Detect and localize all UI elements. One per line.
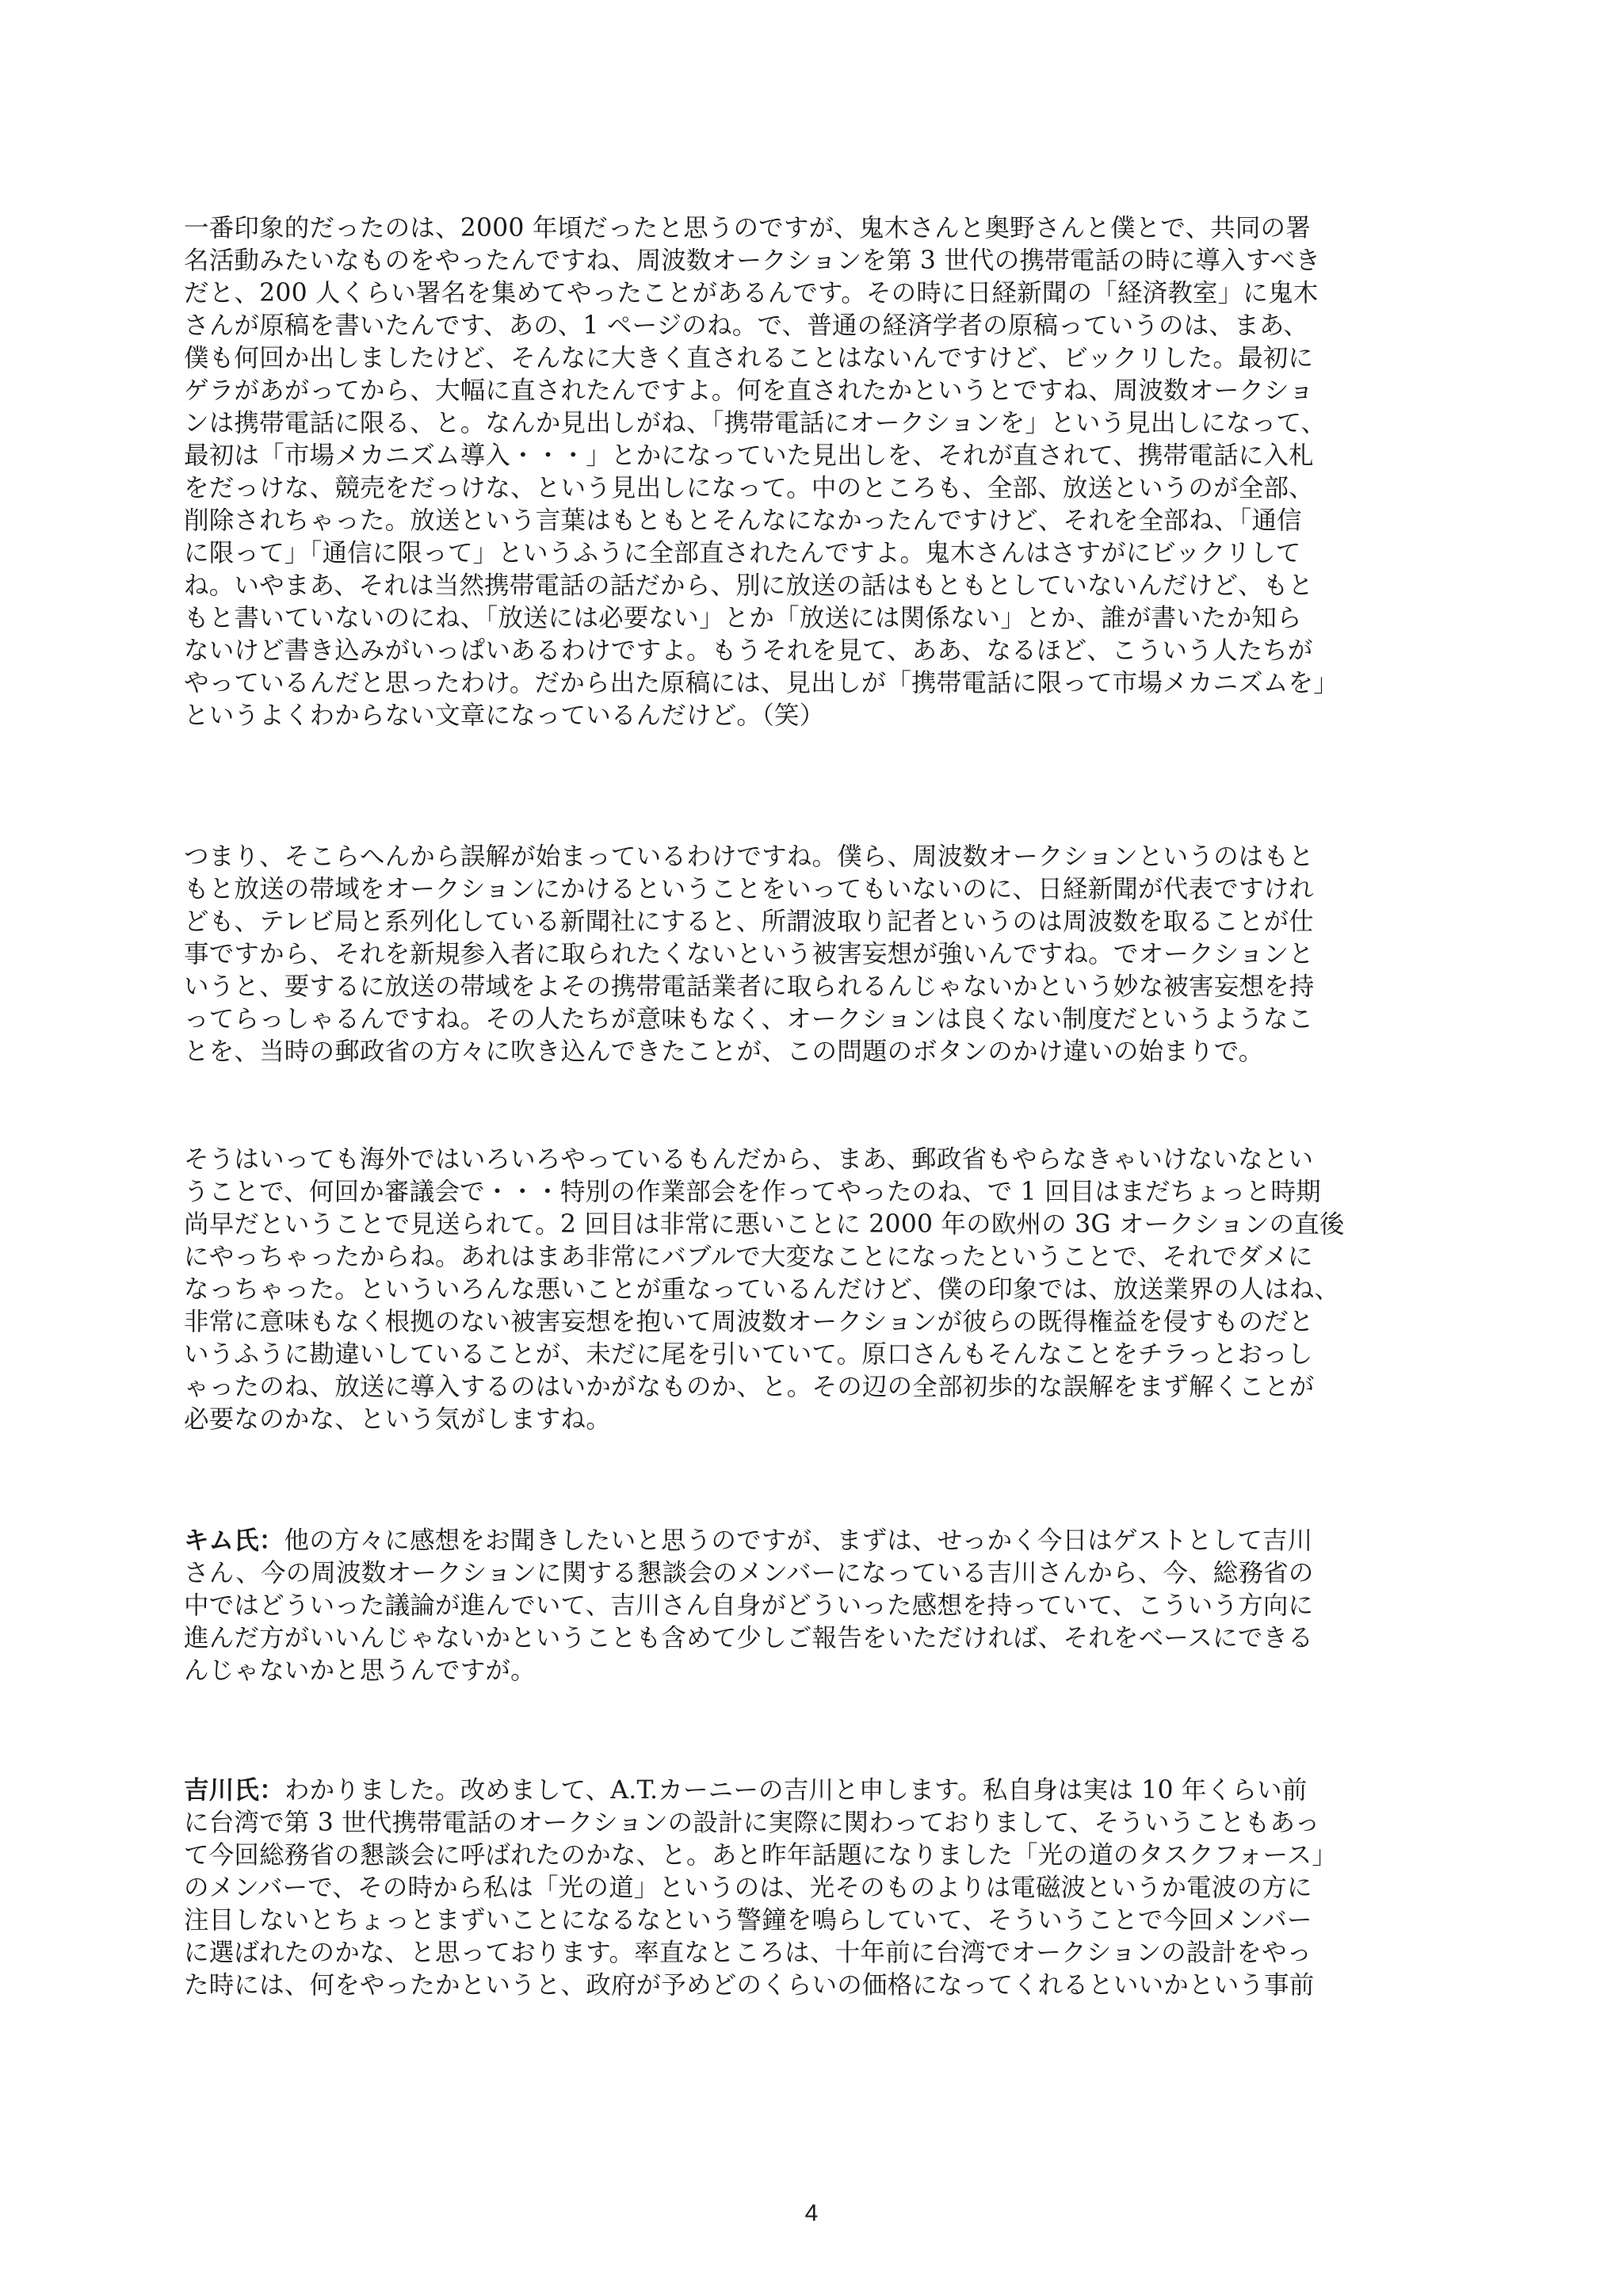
text-line: て今回総務省の懇談会に呼ばれたのかな、と。あと昨年話題になりました「光の道のタスクフォース」 (184, 1841, 1338, 1870)
text-line: うことで、何回か審議会で・・・特別の作業部会を作ってやったのね、で 1 回目はまだちょっと時期 (184, 1178, 1321, 1206)
paragraph-kim-remark (184, 1525, 1474, 1687)
text-line (184, 1525, 1474, 1557)
paragraph-yoshikawa-remark (184, 1775, 1474, 2002)
text-line: ンは携帯電話に限る、と。なんか見出しがね、「携帯電話にオークションを」という見出しになって、 (184, 409, 1327, 437)
text-line: に限って」「通信に限って」というふうに全部直されたんですよ。鬼木さんはさすがにビックリして (184, 539, 1301, 567)
text-line: んじゃないかと思うんですが。 (184, 1656, 536, 1685)
text-line: 僕も何回か出しましたけど、そんなに大きく直されることはないんですけど、ビックリした。最初に (184, 344, 1314, 372)
text-line: ないけど書き込みがいっぱいあるわけですよ。もうそれを見て、ああ、なるほど、こういう人たちが (184, 636, 1313, 665)
text-line: もと放送の帯域をオークションにかけるということをいってもいないのに、日経新聞が代表ですけれ (184, 875, 1314, 904)
text-line: 事ですから、それを新規参入者に取られたくないという被害妄想が強いんですね。でオークションと (184, 940, 1314, 968)
speaker-label: 吉川氏： (184, 1776, 285, 1805)
page-number: 4 (804, 2200, 819, 2226)
text-line: というよくわからない文章になっているんだけど。（笑） (184, 701, 825, 730)
text-line: 中ではどういった議論が進んでいて、吉川さん自身がどういった感想を持っていて、こういう方向に (184, 1591, 1314, 1620)
text-line: をだっけな、競売をだっけな、という見出しになって。中のところも、全部、放送というのが全部、 (184, 474, 1314, 502)
text-line: に台湾で第 3 世代携帯電話のオークションの設計に実際に関わっておりまして、そういうこともあっ (184, 1809, 1320, 1837)
text-line: つまり、そこらへんから誤解が始まっているわけですね。僕ら、周波数オークションというのはもと (184, 842, 1314, 871)
text-line: やっているんだと思ったわけ。だから出た原稿には、見出しが「携帯電話に限って市場メカニズムを」 (184, 669, 1338, 697)
text-line: ってらっしゃるんですね。その人たちが意味もなく、オークションは良くない制度だというようなこ (184, 1005, 1314, 1033)
text-line: にやっちゃったからね。あれはまあ非常にバブルで大変なことになったということで、それでダメに (184, 1243, 1313, 1271)
text-line: 必要なのかな、という気がしますね。 (184, 1405, 611, 1434)
text-line: た時には、何をやったかというと、政府が予めどのくらいの価格になってくれるといいかという事前 (184, 1971, 1315, 2000)
text-line: ゲラがあがってから、大幅に直されたんですよ。何を直されたかというとですね、周波数オークショ (184, 376, 1314, 405)
text-line: 尚早だということで見送られて。2 回目は非常に悪いことに 2000 年の欧州の 3G オークションの直後 (184, 1210, 1345, 1239)
text-line: 進んだ方がいいんじゃないかということも含めて少しご報告をいただければ、それをベースにできる (184, 1624, 1313, 1652)
paragraph-2 (184, 841, 1474, 1068)
text-line: とを、当時の郵政省の方々に吹き込んできたことが、この問題のボタンのかけ違いの始まりで。 (184, 1037, 1264, 1066)
text-line: さん、今の周波数オークションに関する懇談会のメンバーになっている吉川さんから、今、総務省の (184, 1559, 1314, 1587)
speaker-label: キム氏： (184, 1526, 285, 1555)
paragraph-3 (184, 1144, 1474, 1436)
paragraph-1 (184, 212, 1474, 732)
text-line: そうはいっても海外ではいろいろやっているもんだから、まあ、郵政省もやらなきゃいけないなとい (184, 1145, 1314, 1174)
text-line: 最初は「市場メカニズム導入・・・」とかになっていた見出しを、それが直されて、携帯電話に入札 (184, 441, 1314, 470)
text-line: ども、テレビ局と系列化している新聞社にすると、所謂波取り記者というのは周波数を取ることが仕 (184, 907, 1314, 936)
text-line (184, 1775, 1474, 1807)
text-line: 削除されちゃった。放送という言葉はもともとそんなになかったんですけど、それを全部ね、「通信 (184, 506, 1302, 535)
text-line: ゃったのね、放送に導入するのはいかがなものか、と。その辺の全部初歩的な誤解をまず解くことが (184, 1373, 1315, 1401)
text-line-content: 他の方々に感想をお聞きしたいと思うのですが、まずは、せっかく今日はゲストとして吉川 (284, 1526, 1313, 1555)
text-line: 注目しないとちょっとまずいことになるなという警鐘を鳴らしていて、そういうことで今回メンバー (184, 1906, 1312, 1935)
text-line: 名活動みたいなものをやったんですね、周波数オークションを第 3 世代の携帯電話の時に導入すべき (184, 246, 1321, 275)
text-line: いうふうに勘違いしていることが、未だに尾を引いていて。原口さんもそんなことをチラっとおっし (184, 1340, 1313, 1369)
text-line: もと書いていないのにね、「放送には必要ない」とか「放送には関係ない」とか、誰が書いたか知ら (184, 604, 1302, 632)
text-line: のメンバーで、その時から私は「光の道」というのは、光そのものよりは電磁波というか電波の方に (184, 1874, 1312, 1902)
text-line: に選ばれたのかな、と思っております。率直なところは、十年前に台湾でオークションの設計をやっ (184, 1939, 1312, 1967)
text-line: だと、200 人くらい署名を集めてやったことがあるんです。その時に日経新聞の「経済教室」に鬼木 (184, 279, 1319, 308)
text-line: なっちゃった。といういろんな悪いことが重なっているんだけど、僕の印象では、放送業界の人はね、 (184, 1275, 1340, 1304)
text-line: さんが原稿を書いたんです、あの、1 ページのね。で、普通の経済学者の原稿っていうのは、まあ、 (184, 311, 1308, 340)
text-line: 非常に意味もなく根拠のない被害妄想を抱いて周波数オークションが彼らの既得権益を侵すものだと (184, 1308, 1314, 1336)
text-line: 一番印象的だったのは、2000 年頃だったと思うのですが、鬼木さんと奥野さんと僕とで、共同の署 (184, 214, 1311, 243)
text-line: いうと、要するに放送の帯域をよその携帯電話業者に取られるんじゃないかという妙な被害妄想を持 (184, 972, 1315, 1001)
text-line: ね。いやまあ、それは当然携帯電話の話だから、別に放送の話はもともとしていないんだけど、もと (184, 571, 1314, 600)
text-line-content: わかりました。改めまして、A.T.カーニーの吉川と申します。私自身は実は 10 年くらい前 (284, 1776, 1308, 1805)
